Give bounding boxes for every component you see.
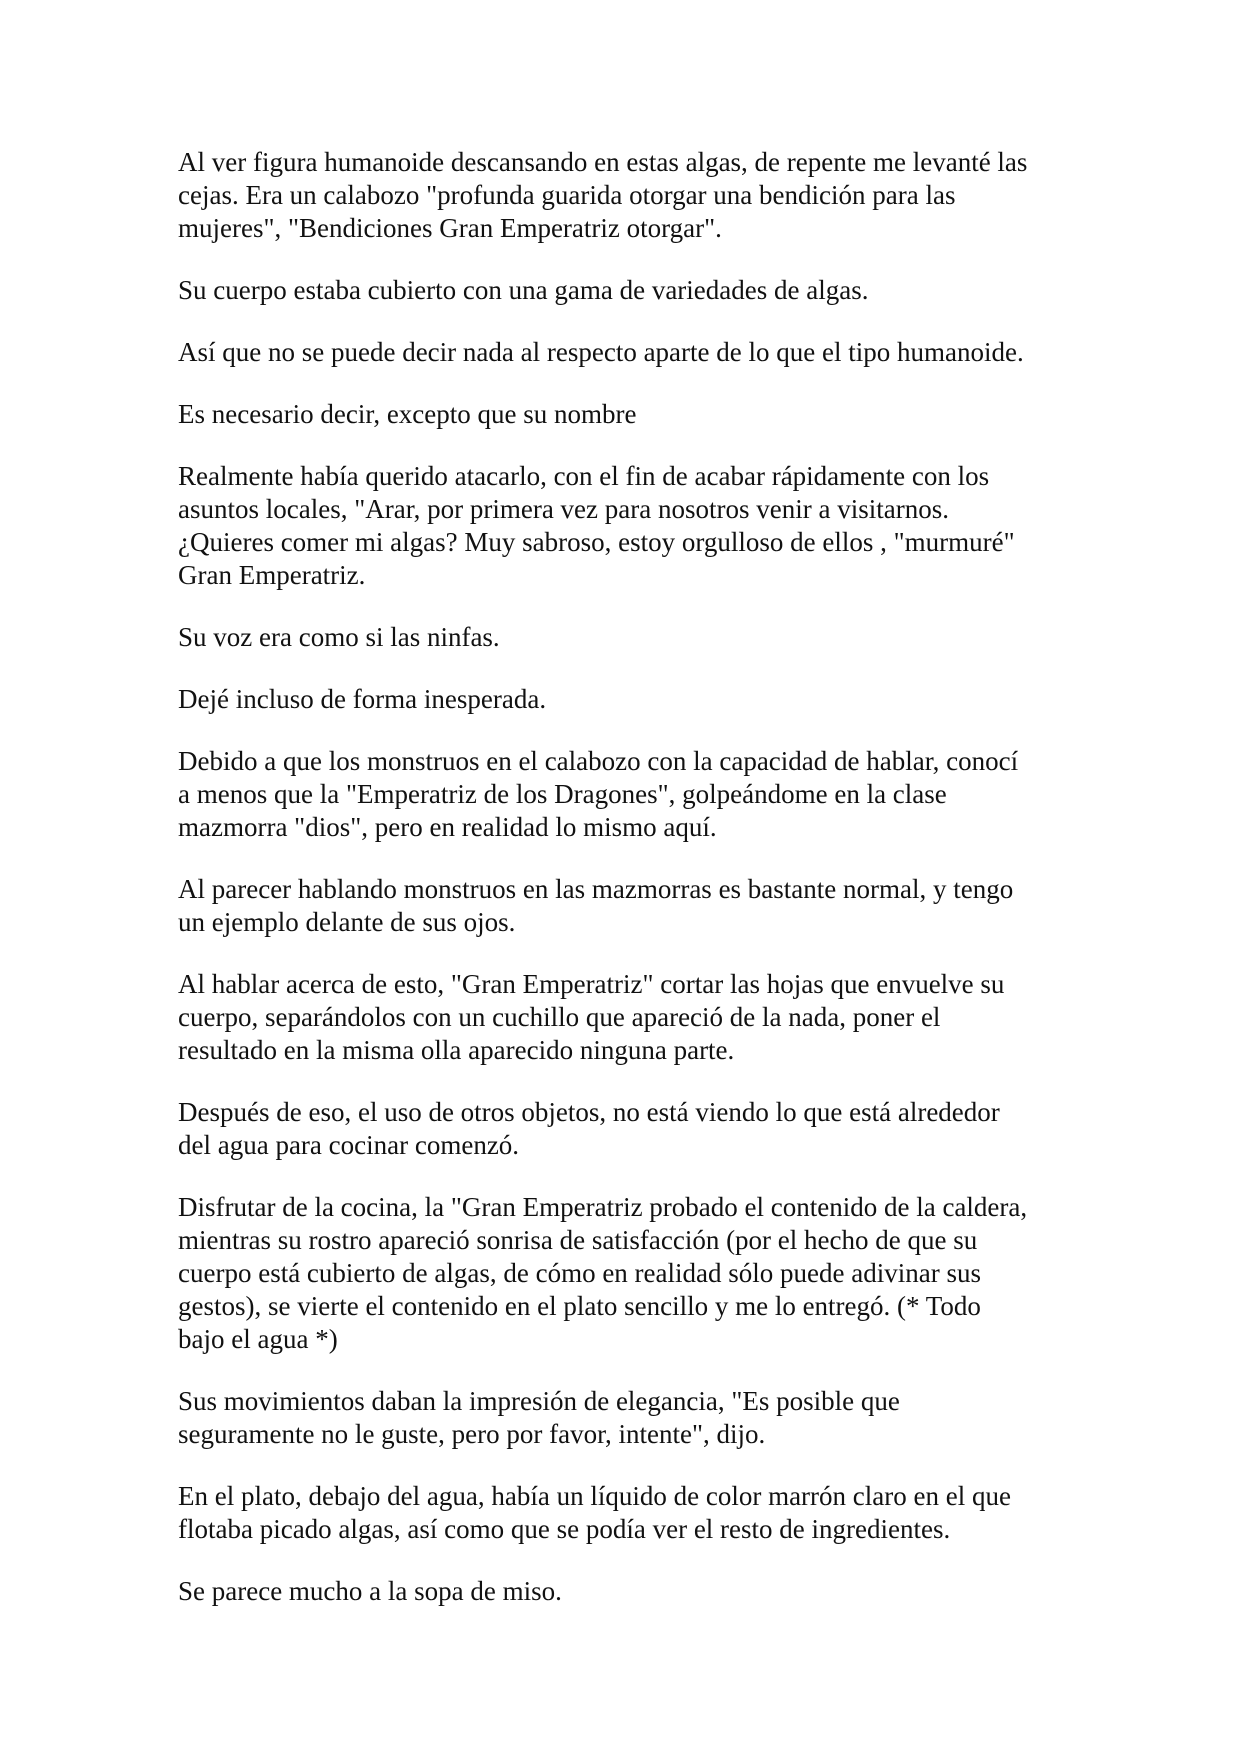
document-body <box>178 146 1078 1637</box>
paragraph-7: Dejé incluso de forma inesperada. <box>178 684 547 714</box>
paragraph-13: Sus movimientos daban la impresión de elegancia, "Es posible que seguramente no le guste, pero por favor, intente", dijo. <box>178 1386 900 1449</box>
paragraph-9: Al parecer hablando monstruos en las mazmorras es bastante normal, y tengo un ejemplo delante de sus ojos. <box>178 874 1014 937</box>
paragraph-5: Realmente había querido atacarlo, con el fin de acabar rápidamente con los asuntos locales, "Arar, por primera vez para nosotros venir a visitarnos. ¿Quieres comer mi algas? Muy sabroso, estoy orgulloso de ellos , "murmuré" Gran Emperatriz. <box>178 461 1015 590</box>
paragraph-12: Disfrutar de la cocina, la "Gran Emperatriz probado el contenido de la caldera, mientras su rostro apareció sonrisa de satisfacción (por el hecho de que su cuerpo está cubierto de algas, de cómo en realidad sólo puede adivinar sus gestos), se vierte el contenido en el plato sencillo y me lo entregó. (* Todo bajo el agua *) <box>178 1192 1028 1354</box>
paragraph-14: En el plato, debajo del agua, había un líquido de color marrón claro en el que flotaba picado algas, así como que se podía ver el resto de ingredientes. <box>178 1481 1011 1544</box>
paragraph-10: Al hablar acerca de esto, "Gran Emperatriz" cortar las hojas que envuelve su cuerpo, separándolos con un cuchillo que apareció de la nada, poner el resultado en la misma olla aparecido ninguna parte. <box>178 969 1005 1065</box>
paragraph-3: Así que no se puede decir nada al respecto aparte de lo que el tipo humanoide. <box>178 337 1024 367</box>
paragraph-2: Su cuerpo estaba cubierto con una gama de variedades de algas. <box>178 275 869 305</box>
paragraph-11: Después de eso, el uso de otros objetos, no está viendo lo que está alrededor del agua para cocinar comenzó. <box>178 1097 1000 1160</box>
paragraph-15: Se parece mucho a la sopa de miso. <box>178 1576 562 1606</box>
paragraph-6: Su voz era como si las ninfas. <box>178 622 500 652</box>
paragraph-4: Es necesario decir, excepto que su nombre <box>178 399 637 429</box>
paragraph-1: Al ver figura humanoide descansando en estas algas, de repente me levanté las cejas. Era un calabozo "profunda guarida otorgar una bendición para las mujeres", "Bendiciones Gran Emperatriz otorgar". <box>178 147 1028 243</box>
paragraph-8: Debido a que los monstruos en el calabozo con la capacidad de hablar, conocí a menos que la "Emperatriz de los Dragones", golpeándome en la clase mazmorra "dios", pero en realidad lo mismo aquí. <box>178 746 1019 842</box>
